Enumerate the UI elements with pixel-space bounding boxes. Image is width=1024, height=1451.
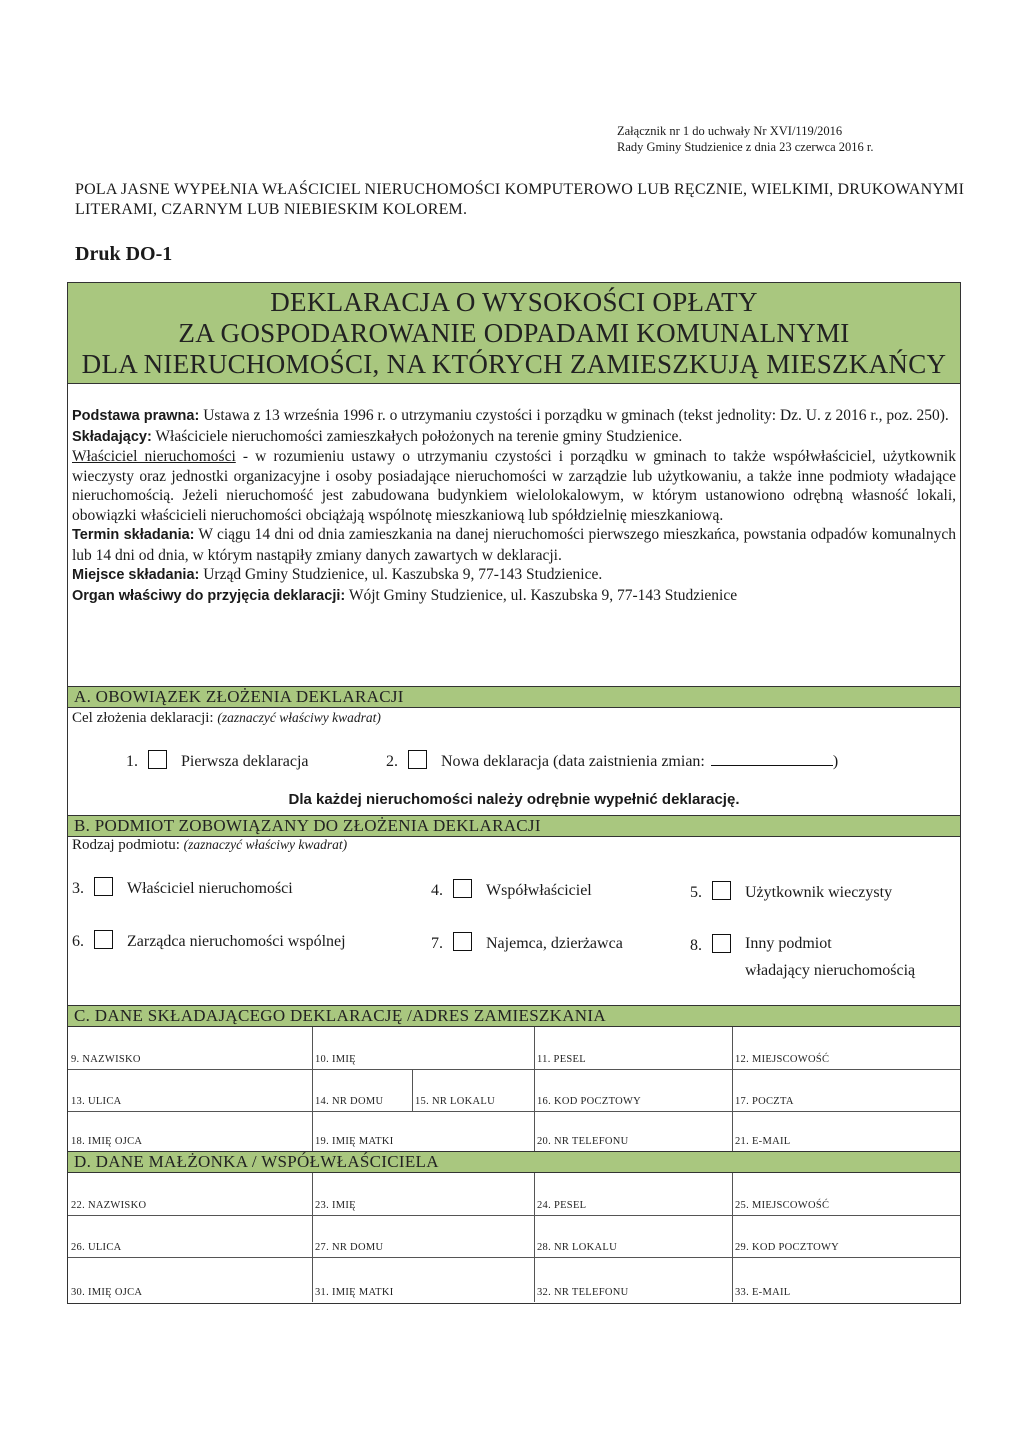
entity-type-row (72, 837, 347, 854)
purpose-label: Cel złożenia deklaracji: (72, 710, 214, 726)
option-6-number: 6. (72, 933, 84, 950)
section-d-header (68, 1151, 960, 1173)
option-new-declaration[interactable] (386, 750, 838, 772)
option-7-label: Najemca, dzierżawca (486, 935, 623, 952)
submission-place-label: Miejsce składania: (72, 567, 200, 583)
father-name-field-label: 18. IMIĘ OJCA (71, 1136, 143, 1147)
table-row (68, 1069, 960, 1112)
table-row (68, 1027, 960, 1070)
option-1-number: 1. (126, 753, 138, 770)
father-name-field[interactable] (68, 1111, 313, 1151)
submitter-label: Składający: (72, 428, 152, 445)
deadline-text: W ciągu 14 dni od dnia zamieszkania na danej nieruchomości pierwszego mieszkańca, powstania odpadów komunalnych lub 14 dni od dnia, w którym nastąpiły zmiany danych zawartych w deklaracji. (72, 526, 956, 564)
first-name-field[interactable] (312, 1027, 535, 1069)
owner-definition (72, 447, 956, 525)
option-first-declaration[interactable] (126, 750, 308, 772)
option-8-label-line-1: Inny podmiot (745, 935, 832, 952)
owner-checkbox[interactable] (94, 877, 113, 896)
spouse-street-field-label: 26. ULICA (71, 1242, 122, 1253)
option-common-property-manager[interactable] (72, 930, 346, 952)
post-office-field-label: 17. POCZTA (735, 1096, 794, 1107)
co-owner-checkbox[interactable] (453, 879, 472, 898)
spouse-apartment-number-field[interactable] (534, 1215, 733, 1257)
spouse-apartment-number-field-label: 28. NR LOKALU (537, 1242, 618, 1253)
spouse-city-field[interactable] (732, 1173, 960, 1215)
first-name-field-label: 10. IMIĘ (315, 1054, 356, 1065)
spouse-house-number-field-label: 27. NR DOMU (315, 1242, 384, 1253)
purpose-row (72, 710, 381, 727)
email-field[interactable] (732, 1111, 960, 1151)
option-1-label: Pierwsza deklaracja (181, 753, 309, 770)
postal-code-field[interactable] (534, 1069, 733, 1111)
table-row (68, 1215, 960, 1258)
option-other-entity[interactable] (690, 934, 915, 984)
tenant-checkbox[interactable] (453, 932, 472, 951)
section-c-header (68, 1005, 960, 1027)
spouse-phone-field-label: 32. NR TELEFONU (537, 1287, 629, 1298)
mother-name-field[interactable] (312, 1111, 535, 1151)
phone-field[interactable] (534, 1111, 733, 1151)
spouse-first-name-field-label: 23. IMIĘ (315, 1200, 356, 1211)
option-8-label-line-2: władający nieruchomością (745, 962, 916, 979)
pesel-field[interactable] (534, 1027, 733, 1069)
spouse-first-name-field[interactable] (312, 1173, 535, 1215)
deadline (72, 525, 956, 565)
legal-info (72, 406, 956, 606)
table-row (68, 1257, 960, 1302)
form-code: Druk DO-1 (75, 243, 173, 265)
perpetual-user-checkbox[interactable] (712, 881, 731, 900)
first-declaration-checkbox[interactable] (148, 750, 167, 769)
owner-definition-text: - w rozumieniu ustawy o utrzymaniu czystości i porządku w gminach to także współwłaściciel, użytkownik wieczysty oraz jednostki organizacyjne i osoby posiadające nieruchomości w zarządzie lub użytkowaniu, a także inne podmioty władające nieruchomością. Jeżeli nieruchomość jest zabudowana budynkiem wielolokalowym, w którym ustanowiono odrębną własność lokali, obowiązki właścicieli nieruchomości obciążają wspólnotę mieszkaniową lub spółdzielnię mieszkaniową. (72, 448, 956, 524)
post-office-field[interactable] (732, 1069, 960, 1111)
spouse-house-number-field[interactable] (312, 1215, 535, 1257)
spouse-postal-code-field-label: 29. KOD POCZTOWY (735, 1242, 840, 1253)
section-a-title: A. OBOWIĄZEK ZŁOŻENIA DEKLARACJI (74, 687, 404, 706)
city-field[interactable] (732, 1027, 960, 1069)
spouse-email-field[interactable] (732, 1257, 960, 1302)
submitter-text: Właściciele nieruchomości zamieszkałych położonych na terenie gminy Studzienice. (155, 427, 683, 445)
option-5-label: Użytkownik wieczysty (745, 884, 893, 901)
option-tenant[interactable] (431, 932, 623, 954)
competent-authority-text: Wójt Gminy Studzienice, ul. Kaszubska 9, 77-143 Studzienice (348, 586, 738, 604)
spouse-postal-code-field[interactable] (732, 1215, 960, 1257)
legal-basis (72, 406, 956, 427)
option-3-number: 3. (72, 880, 84, 897)
surname-field[interactable] (68, 1027, 313, 1069)
option-perpetual-user[interactable] (690, 881, 892, 903)
spouse-email-field-label: 33. E-MAIL (735, 1287, 791, 1298)
common-property-manager-checkbox[interactable] (94, 930, 113, 949)
spouse-pesel-field-label: 24. PESEL (537, 1200, 587, 1211)
spouse-city-field-label: 25. MIEJSCOWOŚĆ (735, 1200, 830, 1211)
attachment-line-1: Załącznik nr 1 do uchwały Nr XVI/119/2016 (617, 124, 843, 138)
attachment-reference (617, 123, 874, 155)
option-5-number: 5. (690, 884, 702, 901)
apartment-number-field-label: 15. NR LOKALU (415, 1096, 496, 1107)
section-d-title: D. DANE MAŁŻONKA / WSPÓŁWŁAŚCICIELA (74, 1152, 439, 1171)
option-2-number: 2. (386, 753, 398, 770)
option-8-label (745, 930, 915, 984)
owner-definition-label: Właściciel nieruchomości (72, 448, 236, 465)
option-7-number: 7. (431, 935, 443, 952)
option-4-label: Współwłaściciel (486, 882, 592, 899)
surname-field-label: 9. NAZWISKO (71, 1054, 141, 1065)
section-b-title: B. PODMIOT ZOBOWIĄZANY DO ZŁOŻENIA DEKLARACJI (74, 816, 541, 835)
spouse-mother-name-field[interactable] (312, 1257, 535, 1302)
attachment-line-2: Rady Gminy Studzienice z dnia 23 czerwca 2016 r. (617, 140, 874, 154)
table-row (68, 1173, 960, 1216)
spouse-phone-field[interactable] (534, 1257, 733, 1302)
entity-type-label: Rodzaj podmiotu: (72, 837, 180, 853)
separate-declaration-note: Dla każdej nieruchomości należy odrębnie wypełnić deklarację. (288, 791, 740, 808)
house-number-field-label: 14. NR DOMU (315, 1096, 384, 1107)
section-c-title: C. DANE SKŁADAJĄCEGO DEKLARACJĘ /ADRES ZAMIESZKANIA (74, 1006, 606, 1025)
spouse-father-name-field-label: 30. IMIĘ OJCA (71, 1287, 143, 1298)
option-4-number: 4. (431, 882, 443, 899)
spouse-mother-name-field-label: 31. IMIĘ MATKI (315, 1287, 394, 1298)
other-entity-checkbox[interactable] (712, 934, 731, 953)
email-field-label: 21. E-MAIL (735, 1136, 791, 1147)
option-6-label: Zarządca nieruchomości wspólnej (127, 933, 346, 950)
pesel-field-label: 11. PESEL (537, 1054, 586, 1065)
change-date-field[interactable] (711, 751, 833, 766)
option-3-label: Właściciel nieruchomości (127, 880, 293, 897)
form-title-line-2: ZA GOSPODAROWANIE ODPADAMI KOMUNALNYMI (178, 318, 850, 348)
street-field[interactable] (68, 1069, 313, 1111)
legal-basis-text: Ustawa z 13 września 1996 r. o utrzymaniu czystości i porządku w gminach (tekst jednolity: Dz. U. z 2016 r., poz. 250). (203, 407, 949, 424)
phone-field-label: 20. NR TELEFONU (537, 1136, 629, 1147)
entity-type-hint: (zaznaczyć właściwy kwadrat) (183, 837, 348, 852)
option-8-number: 8. (690, 937, 702, 954)
submitter (72, 427, 956, 448)
form-title-line-3: DLA NIERUCHOMOŚCI, NA KTÓRYCH ZAMIESZKUJĄ MIESZKAŃCY (81, 349, 947, 379)
option-owner[interactable] (72, 877, 293, 899)
option-2-label: Nowa deklaracja (data zaistnienia zmian: (441, 753, 705, 770)
street-field-label: 13. ULICA (71, 1096, 122, 1107)
submission-place-text: Urząd Gminy Studzienice, ul. Kaszubska 9, 77-143 Studzienice. (203, 566, 603, 583)
spouse-surname-field[interactable] (68, 1173, 313, 1215)
section-a-header (68, 686, 960, 708)
purpose-hint: (zaznaczyć właściwy kwadrat) (217, 710, 381, 725)
section-b-header (68, 815, 960, 837)
spouse-street-field[interactable] (68, 1215, 313, 1257)
competent-authority-label: Organ właściwy do przyjęcia deklaracji: (72, 587, 346, 604)
spouse-pesel-field[interactable] (534, 1173, 733, 1215)
table-row (68, 1111, 960, 1151)
option-co-owner[interactable] (431, 879, 592, 901)
option-2-close: ) (832, 753, 839, 770)
legal-basis-label: Podstawa prawna: (72, 408, 200, 424)
fill-instruction: POLA JASNE WYPEŁNIA WŁAŚCICIEL NIERUCHOMOŚCI KOMPUTEROWO LUB RĘCZNIE, WIELKIMI, DRUKOWANYMI LITERAMI, CZARNYM LUB NIEBIESKIM KOLOREM. (75, 181, 965, 218)
house-number-field[interactable] (312, 1069, 413, 1111)
declaration-form (67, 282, 961, 1304)
competent-authority (72, 586, 956, 607)
city-field-label: 12. MIEJSCOWOŚĆ (735, 1054, 830, 1065)
spouse-father-name-field[interactable] (68, 1257, 313, 1302)
postal-code-field-label: 16. KOD POCZTOWY (537, 1096, 642, 1107)
deadline-label: Termin składania: (72, 527, 195, 543)
spouse-surname-field-label: 22. NAZWISKO (71, 1200, 147, 1211)
mother-name-field-label: 19. IMIĘ MATKI (315, 1136, 394, 1147)
apartment-number-field[interactable] (412, 1069, 535, 1111)
new-declaration-checkbox[interactable] (408, 750, 427, 769)
form-title-line-1: DEKLARACJA O WYSOKOŚCI OPŁATY (270, 287, 758, 317)
form-title-band (68, 283, 960, 384)
submission-place (72, 565, 956, 586)
